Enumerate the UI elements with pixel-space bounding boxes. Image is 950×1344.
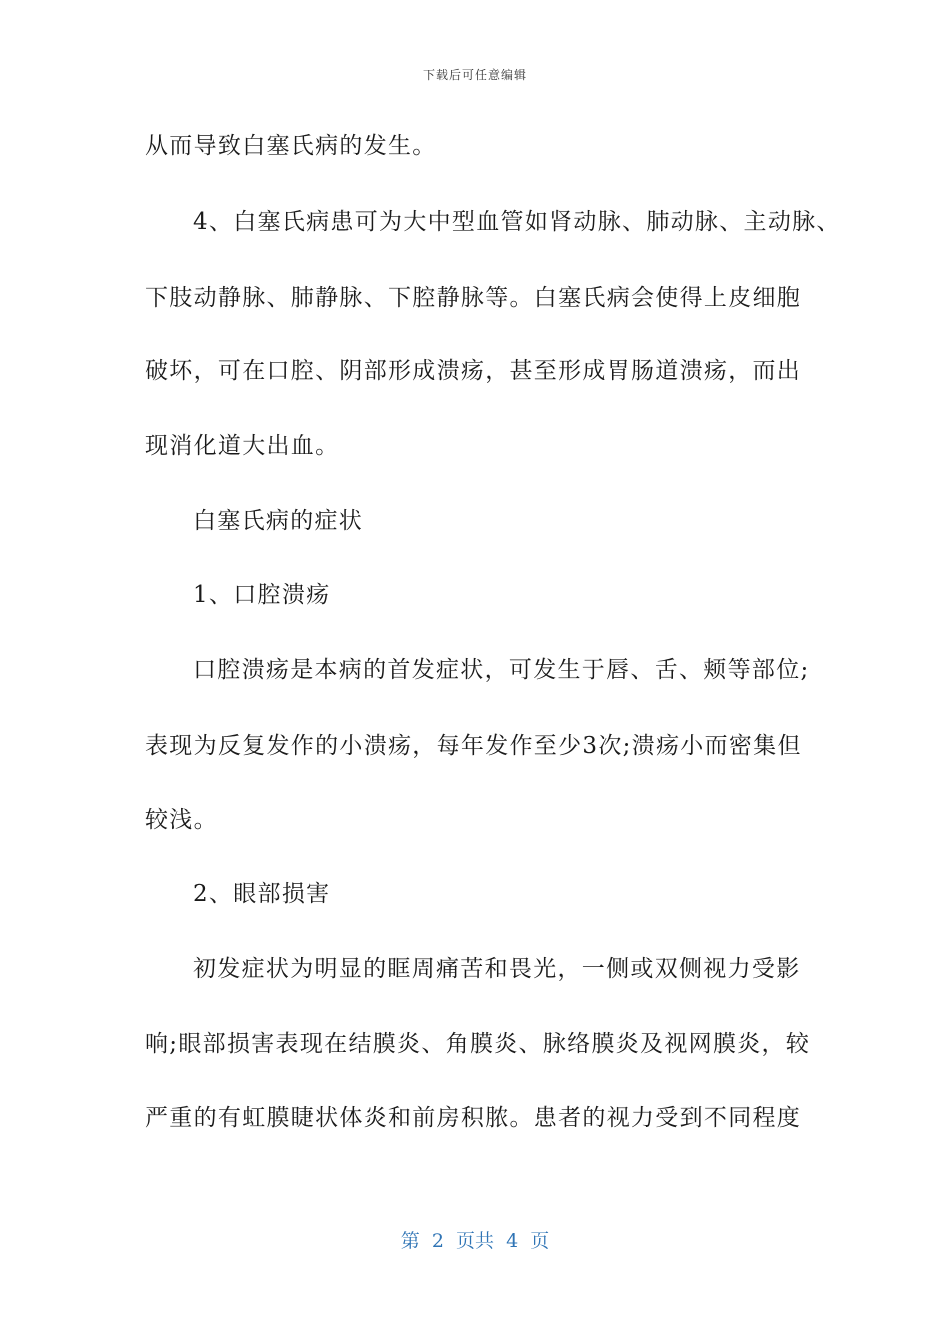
subsection-heading: 1、口腔溃疡 (193, 582, 331, 608)
page-header: 下载后可任意编辑 (422, 68, 527, 82)
paragraph-line: 口腔溃疡是本病的首发症状，可发生于唇、舌、颊等部位; (193, 657, 810, 683)
paragraph-line: 从而导致白塞氏病的发生。 (145, 133, 437, 159)
paragraph-line: 表现为反复发作的小溃疡，每年发作至少3次;溃疡小而密集但 (145, 733, 802, 759)
subsection-heading: 2、眼部损害 (193, 881, 331, 907)
paragraph-line: 响;眼部损害表现在结膜炎、角膜炎、脉络膜炎及视网膜炎，较 (145, 1031, 811, 1057)
paragraph-line: 下肢动静脉、肺静脉、下腔静脉等。白塞氏病会使得上皮细胞 (145, 285, 802, 311)
paragraph-line: 现消化道大出血。 (145, 433, 340, 459)
paragraph-line: 严重的有虹膜睫状体炎和前房积脓。患者的视力受到不同程度 (145, 1105, 802, 1131)
paragraph-line: 破坏，可在口腔、阴部形成溃疡，甚至形成胃肠道溃疡，而出 (145, 358, 802, 384)
section-heading: 白塞氏病的症状 (193, 508, 364, 534)
paragraph-line: 较浅。 (145, 807, 218, 833)
paragraph-line: 4、白塞氏病患可为大中型血管如肾动脉、肺动脉、主动脉、 (193, 209, 841, 235)
paragraph-line: 初发症状为明显的眶周痛苦和畏光，一侧或双侧视力受影 (193, 956, 801, 982)
page-number-footer: 第 2 页共 4 页 (400, 1230, 550, 1252)
